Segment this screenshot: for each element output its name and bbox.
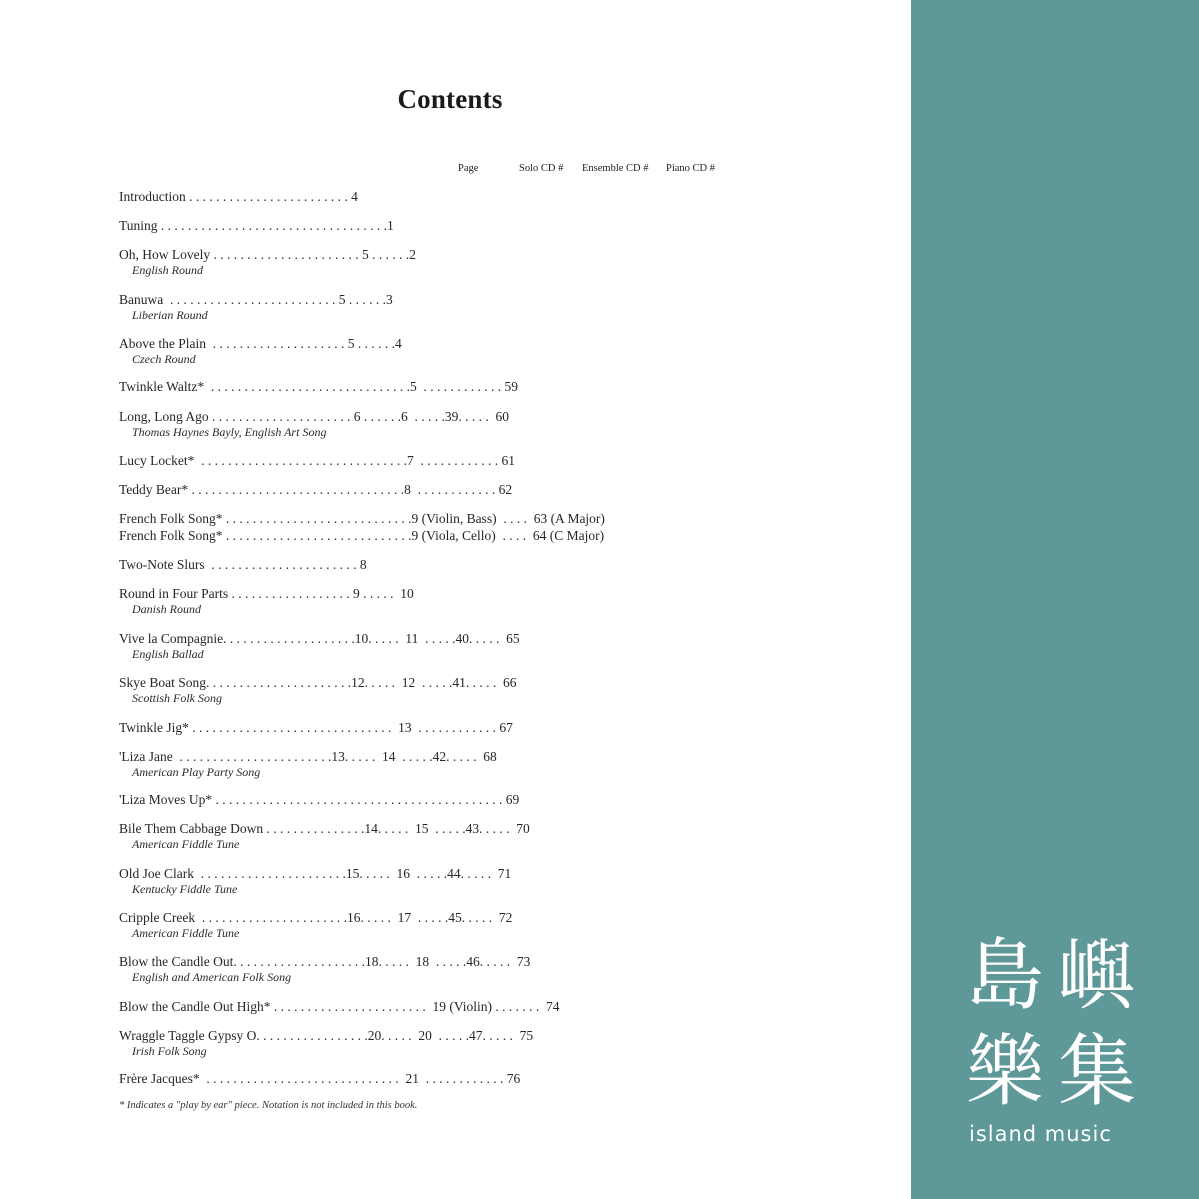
toc-entry-line: Above the Plain . . . . . . . . . . . . . . . . . . . . 5 . . . . . .4 [119, 336, 402, 351]
toc-entry-line: Wraggle Taggle Gypsy O. . . . . . . . . . . . . . . . .20. . . . . 20 . . . . .47. . . . . 75 [119, 1028, 534, 1043]
toc-entry-line: Vive la Compagnie. . . . . . . . . . . . . . . . . . . .10. . . . . 11 . . . . .40. . . . . 65 [119, 631, 520, 646]
toc-entry-subtitle: American Play Party Song [132, 765, 261, 779]
column-header-solo-cd: Solo CD # [519, 163, 564, 174]
toc-entry-line: French Folk Song* . . . . . . . . . . . . . . . . . . . . . . . . . . . .9 (Viola, Cello) . . . . 64 (C Major) [119, 528, 605, 543]
toc-entry-line: Old Joe Clark . . . . . . . . . . . . . . . . . . . . . .15. . . . . 16 . . . . .44. . . . . 71 [119, 866, 512, 881]
toc-entry-subtitle: English Ballad [132, 647, 204, 661]
toc-entry-line: Blow the Candle Out. . . . . . . . . . . . . . . . . . . .18. . . . . 18 . . . . .46. . . . . 73 [119, 954, 531, 969]
toc-entry-line: 'Liza Jane . . . . . . . . . . . . . . . . . . . . . . .13. . . . . 14 . . . . .42. . . . . 68 [119, 749, 497, 764]
toc-entry-line: Round in Four Parts . . . . . . . . . . . . . . . . . . 9 . . . . . 10 [119, 586, 414, 601]
toc-entry-line: Introduction . . . . . . . . . . . . . . . . . . . . . . . . 4 [119, 189, 358, 204]
toc-entry-line: Lucy Locket* . . . . . . . . . . . . . . . . . . . . . . . . . . . . . . .7 . . . . . . . . . . . . 61 [119, 453, 515, 468]
column-header-page: Page [458, 163, 479, 174]
island-music-logo [963, 928, 1163, 1146]
toc-entry [119, 247, 416, 278]
toc-entry-subtitle: Scottish Folk Song [132, 691, 222, 705]
toc-entry [119, 336, 402, 367]
toc-entry-line: Cripple Creek . . . . . . . . . . . . . . . . . . . . . .16. . . . . 17 . . . . .45. . . . . 72 [119, 910, 513, 925]
toc-entry [119, 218, 394, 234]
toc-entry [119, 511, 605, 527]
brand-panel [911, 0, 1199, 1199]
toc-entry-subtitle: Kentucky Fiddle Tune [132, 882, 238, 896]
toc-entry [119, 866, 511, 897]
toc-entry-line: Twinkle Jig* . . . . . . . . . . . . . . . . . . . . . . . . . . . . . . 13 . . . . . . . . . . . . 67 [119, 720, 513, 735]
toc-entry-subtitle: English and American Folk Song [132, 970, 292, 984]
column-header-ensemble-cd: Ensemble CD # [582, 163, 649, 174]
toc-entry [119, 1028, 533, 1059]
logo-char: 島 [965, 931, 1044, 1021]
toc-entry-line: Oh, How Lovely . . . . . . . . . . . . . . . . . . . . . . 5 . . . . . .2 [119, 247, 416, 262]
logo-char: 嶼 [1057, 931, 1136, 1021]
toc-entry-line: Teddy Bear* . . . . . . . . . . . . . . . . . . . . . . . . . . . . . . . .8 . . . . . . . . . . . . 62 [119, 482, 513, 497]
toc-entry-line: Banuwa . . . . . . . . . . . . . . . . . . . . . . . . . 5 . . . . . .3 [119, 292, 393, 307]
toc-entry-line: Two-Note Slurs . . . . . . . . . . . . . . . . . . . . . . 8 [119, 557, 367, 572]
toc-entry-subtitle: Liberian Round [132, 308, 208, 322]
toc-entry-subtitle: Irish Folk Song [132, 1044, 207, 1058]
toc-entry [119, 999, 560, 1015]
toc-entry-line: Tuning . . . . . . . . . . . . . . . . . . . . . . . . . . . . . . . . . .1 [119, 218, 394, 233]
toc-entry-line: Skye Boat Song. . . . . . . . . . . . . . . . . . . . . .12. . . . . 12 . . . . .41. . . . . 66 [119, 675, 517, 690]
toc-entry-line: French Folk Song* . . . . . . . . . . . . . . . . . . . . . . . . . . . .9 (Violin, Bass) . . . . 63 (A Major) [119, 511, 605, 526]
toc-entry-subtitle: American Fiddle Tune [132, 837, 240, 851]
toc-entry [119, 631, 520, 662]
toc-entry [119, 379, 518, 395]
toc-entry [119, 910, 512, 941]
toc-entry [119, 528, 604, 544]
toc-entry [119, 453, 515, 469]
toc-entry [119, 792, 519, 808]
toc-entry-line: Long, Long Ago . . . . . . . . . . . . . . . . . . . . . 6 . . . . . .6 . . . . .39. . . . . 60 [119, 409, 509, 424]
page-title: Contents [397, 84, 503, 114]
logo-text: island music [969, 1122, 1112, 1146]
toc-entry-line: Twinkle Waltz* . . . . . . . . . . . . . . . . . . . . . . . . . . . . . .5 . . . . . . . . . . . . 59 [119, 379, 518, 394]
toc-entry-line: Frère Jacques* . . . . . . . . . . . . . . . . . . . . . . . . . . . . . 21 . . . . . . . . . . . . 76 [119, 1071, 521, 1086]
footnote: * Indicates a "play by ear" piece. Notation is not included in this book. [119, 1100, 418, 1111]
toc-entry-subtitle: Thomas Haynes Bayly, English Art Song [132, 425, 327, 439]
toc-entry-subtitle: American Fiddle Tune [132, 926, 240, 940]
toc-entry-subtitle: Czech Round [132, 352, 196, 366]
toc-entry-subtitle: English Round [132, 263, 203, 277]
toc-entry [119, 1071, 520, 1087]
logo-char: 集 [1057, 1027, 1136, 1117]
toc-entry-line: Blow the Candle Out High* . . . . . . . . . . . . . . . . . . . . . . . 19 (Violin) . . . . . . . 74 [119, 999, 560, 1014]
logo-char: 樂 [965, 1027, 1044, 1117]
toc-entry-subtitle: Danish Round [132, 602, 201, 616]
toc-entry-line: Bile Them Cabbage Down . . . . . . . . . . . . . . .14. . . . . 15 . . . . .43. . . . . 70 [119, 821, 530, 836]
toc-entry [119, 954, 530, 985]
toc-entry [119, 409, 509, 440]
toc-entry-line: 'Liza Moves Up* . . . . . . . . . . . . . . . . . . . . . . . . . . . . . . . . . . . . . . . . . . . 69 [119, 792, 520, 807]
toc-entry [119, 189, 358, 205]
toc-entry [119, 675, 517, 706]
toc-entry [119, 482, 512, 498]
toc-entry [119, 720, 513, 736]
toc-entry [119, 292, 393, 323]
toc-entry [119, 557, 367, 573]
toc-entry [119, 821, 530, 852]
toc-entry [119, 749, 497, 780]
column-header-piano-cd: Piano CD # [666, 163, 716, 174]
toc-entry [119, 586, 414, 617]
